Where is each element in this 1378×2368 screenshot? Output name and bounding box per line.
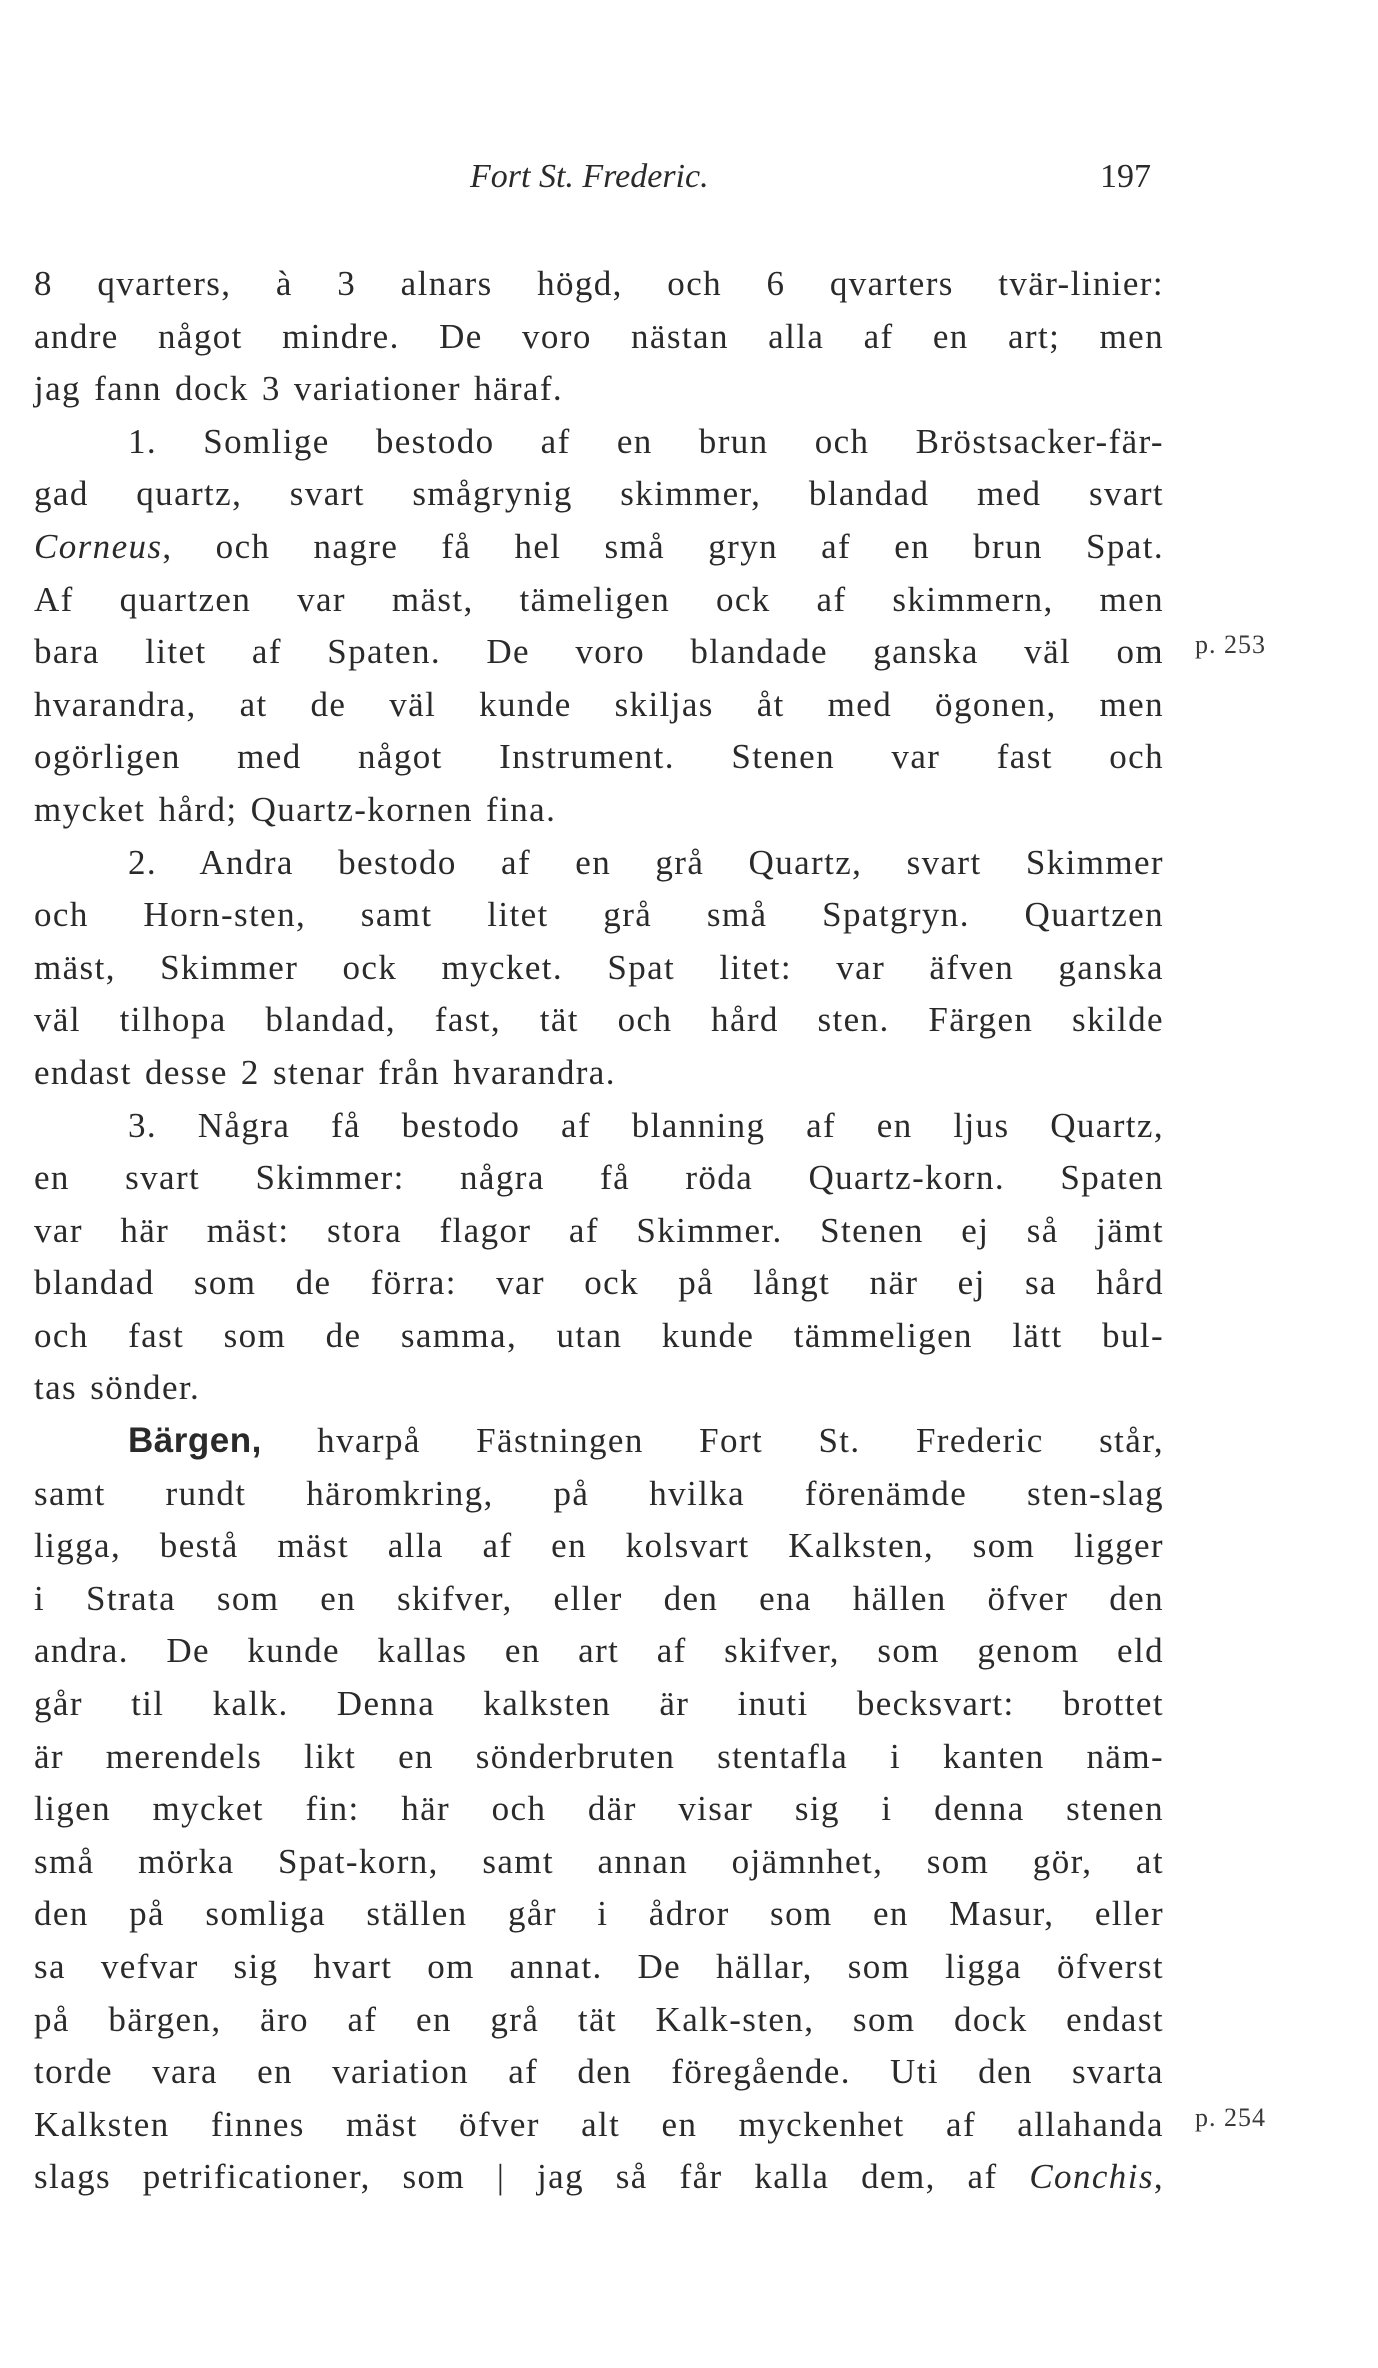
text-line: är merendels likt en sönderbruten stentafla i kanten näm- xyxy=(34,1736,1164,1776)
page-header xyxy=(0,158,1378,202)
text-line: jag fann dock 3 variationer häraf. xyxy=(34,369,564,409)
text-line: Af quartzen var mäst, tämeligen ock af skimmern, men xyxy=(34,579,1164,619)
italic-term: Corneus xyxy=(34,526,163,566)
running-title: Fort St. Frederic. xyxy=(470,158,709,195)
text-line: Kalksten finnes mäst öfver alt en myckenhet af allahanda xyxy=(34,2104,1164,2144)
text-line: andra. De kunde kallas en art af skifver, som genom eld xyxy=(34,1631,1164,1671)
text-line: hvarandra, at de väl kunde skiljas åt med ögonen, men xyxy=(34,684,1164,724)
text-line xyxy=(34,1415,1164,1468)
text-line: väl tilhopa blandad, fast, tät och hård sten. Färgen skilde xyxy=(34,1000,1164,1040)
text-line: mäst, Skimmer ock mycket. Spat litet: var äfven ganska xyxy=(34,947,1164,987)
body-text xyxy=(34,258,1164,2204)
text-line: ogörligen med något Instrument. Stenen var fast och xyxy=(34,737,1164,777)
text-line: en svart Skimmer: några få röda Quartz-korn. Spaten xyxy=(34,1158,1164,1198)
text-line: endast desse 2 stenar från hvarandra. xyxy=(34,1052,616,1092)
text-line: samt rundt häromkring, på hvilka förenämde sten-slag xyxy=(34,1473,1164,1513)
text-line: små mörka Spat-korn, samt annan ojämnhet, som gör, at xyxy=(34,1841,1164,1881)
text-line: 8 qvarters, à 3 alnars högd, och 6 qvarters tvär-linier: xyxy=(34,264,1164,303)
text-line: den på somliga ställen går i ådror som en Masur, eller xyxy=(34,1894,1164,1934)
page-number: 197 xyxy=(1100,158,1151,195)
text-line: torde vara en variation af den föregående. Uti den svarta xyxy=(34,2052,1164,2092)
text-line: andre något mindre. De voro nästan alla af en art; men xyxy=(34,316,1164,356)
text-line: i Strata som en skifver, eller den ena hällen öfver den xyxy=(34,1578,1164,1618)
text-line: ligga, bestå mäst alla af en kolsvart Kalksten, som ligger xyxy=(34,1526,1164,1566)
text-segment: slags petrificationer, som | jag så får kalla dem, af xyxy=(34,2157,1030,2197)
text-line xyxy=(34,2151,1164,2204)
bold-term: Bärgen, xyxy=(128,1421,262,1461)
text-line: ligen mycket fin: här och där visar sig i denna stenen xyxy=(34,1789,1164,1829)
text-line xyxy=(34,521,1164,574)
text-line: tas sönder. xyxy=(34,1368,201,1408)
text-line: och fast som de samma, utan kunde tämmeligen lätt bul- xyxy=(34,1315,1164,1355)
text-line: på bärgen, äro af en grå tät Kalk-sten, som dock endast xyxy=(34,1999,1164,2039)
text-line: 3. Några få bestodo af blanning af en ljus Quartz, xyxy=(128,1105,1164,1145)
text-line: mycket hård; Quartz-kornen fina. xyxy=(34,789,557,829)
text-line: blandad som de förra: var ock på långt när ej sa hård xyxy=(34,1263,1164,1303)
text-line: och Horn-sten, samt litet grå små Spatgryn. Quartzen xyxy=(34,895,1164,935)
italic-term: Conchis xyxy=(1029,2157,1154,2197)
text-line: går til kalk. Denna kalksten är inuti becksvart: brottet xyxy=(34,1684,1164,1724)
text-segment: , och nagre få hel små gryn af en brun Spat. xyxy=(162,526,1164,566)
text-line: sa vefvar sig hvart om annat. De hällar, som ligga öfverst xyxy=(34,1947,1164,1986)
text-line: gad quartz, svart smågrynig skimmer, blandad med svart xyxy=(34,474,1164,514)
text-segment: hvarpå Fästningen Fort St. Frederic står, xyxy=(261,1421,1164,1461)
margin-page-ref: p. 253 xyxy=(1195,630,1266,659)
text-line: 1. Somlige bestodo af en brun och Bröstsacker-fär- xyxy=(128,421,1164,461)
margin-page-ref: p. 254 xyxy=(1195,2103,1266,2132)
text-line: bara litet af Spaten. De voro blandade ganska väl om xyxy=(34,632,1164,672)
text-line: 2. Andra bestodo af en grå Quartz, svart Skimmer xyxy=(128,842,1164,882)
text-line: var här mäst: stora flagor af Skimmer. Stenen ej så jämt xyxy=(34,1210,1164,1250)
text-segment: , xyxy=(1153,2157,1164,2197)
